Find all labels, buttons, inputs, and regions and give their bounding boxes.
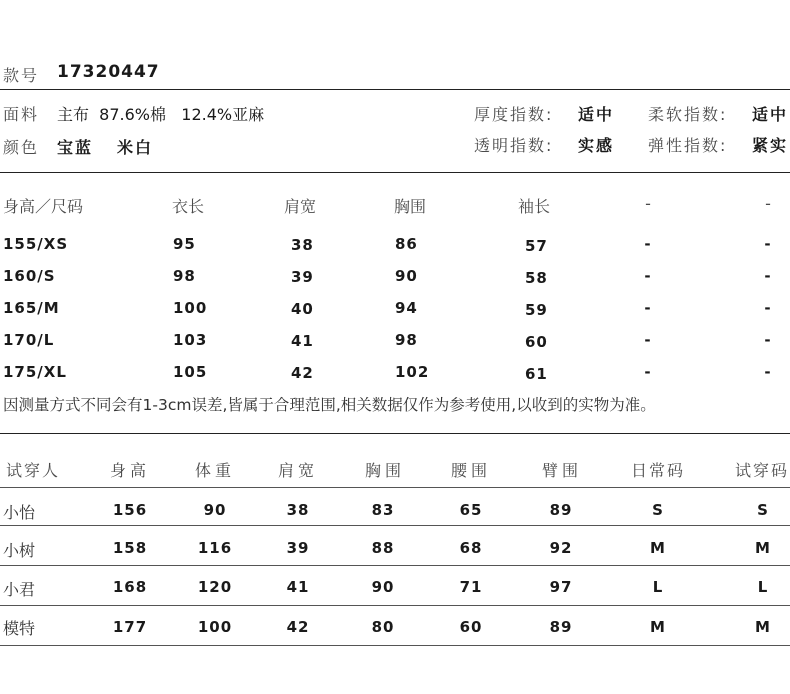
size-row-length: 105	[173, 363, 208, 381]
trial-row-arm: 89	[549, 618, 573, 636]
color-label: 颜色	[3, 138, 40, 157]
trial-row-weight: 100	[197, 618, 233, 636]
trial-row-person: 小君	[3, 580, 36, 599]
size-row-size: 155/XS	[3, 235, 69, 253]
softness-index-label: 柔软指数:	[648, 105, 728, 124]
trial-header-daily-size: 日常码	[630, 461, 686, 480]
trial-header-height: 身高	[109, 461, 151, 480]
size-header-shoulder: 肩宽	[283, 197, 317, 216]
size-row-length: 98	[173, 267, 196, 285]
trial-row-divider	[0, 565, 790, 566]
size-row-shoulder: 39	[291, 268, 314, 286]
trial-header-shoulder: 肩宽	[277, 461, 319, 480]
softness-index-value: 适中	[752, 105, 789, 124]
size-row-dash-1: -	[644, 299, 652, 317]
size-row-size: 170/L	[3, 331, 55, 349]
trial-row-height: 158	[112, 539, 148, 557]
size-row-dash-2: -	[764, 267, 772, 285]
fabric-value: 主布 87.6%棉 12.4%亚麻	[57, 105, 265, 124]
trial-row-trial-size: S	[757, 501, 769, 519]
color-value-2: 米白	[117, 138, 154, 157]
trial-row-trial-size: L	[757, 578, 769, 596]
size-row-size: 165/M	[3, 299, 60, 317]
size-row-chest: 102	[395, 363, 430, 381]
size-row-size: 160/S	[3, 267, 56, 285]
trial-row-weight: 116	[197, 539, 233, 557]
size-row-chest: 90	[395, 267, 418, 285]
size-row-sleeve: 58	[525, 269, 548, 287]
trial-row-person: 模特	[3, 619, 36, 638]
trial-header-chest: 胸围	[364, 461, 406, 480]
thickness-index-value: 适中	[578, 105, 615, 124]
size-row-dash-1: -	[644, 363, 652, 381]
trial-header-trial-size: 试穿码	[734, 461, 790, 480]
size-row-length: 103	[173, 331, 208, 349]
style-no-label: 款号	[3, 66, 40, 85]
trial-header-person: 试穿人	[5, 461, 61, 480]
size-row-sleeve: 61	[525, 365, 548, 383]
trial-row-waist: 71	[459, 578, 483, 596]
size-row-dash-2: -	[764, 363, 772, 381]
divider-trial-table-top	[0, 433, 790, 434]
trial-row-trial-size: M	[755, 539, 771, 557]
trial-row-trial-size: M	[755, 618, 771, 636]
size-header-dash-2: -	[765, 194, 771, 213]
trial-header-waist: 腰围	[450, 461, 492, 480]
elasticity-index-value: 紧实	[752, 136, 789, 155]
trial-row-daily-size: M	[650, 539, 666, 557]
trial-row-arm: 89	[549, 501, 573, 519]
size-row-sleeve: 60	[525, 333, 548, 351]
divider-size-table	[0, 172, 790, 173]
size-row-sleeve: 57	[525, 237, 548, 255]
size-row-shoulder: 42	[291, 364, 314, 382]
trial-row-chest: 83	[371, 501, 395, 519]
trial-row-waist: 60	[459, 618, 483, 636]
transparency-index-value: 实感	[578, 136, 615, 155]
trial-row-shoulder: 41	[286, 578, 310, 596]
size-header-sleeve: 袖长	[517, 197, 551, 216]
trial-header-arm: 臂围	[541, 461, 583, 480]
size-row-chest: 94	[395, 299, 418, 317]
size-header-dash-1: -	[645, 194, 651, 213]
size-row-chest: 86	[395, 235, 418, 253]
size-row-length: 95	[173, 235, 196, 253]
color-value-1: 宝蓝	[57, 138, 94, 157]
trial-row-divider	[0, 645, 790, 646]
trial-row-height: 156	[112, 501, 148, 519]
trial-row-divider	[0, 605, 790, 606]
size-header-length: 衣长	[171, 197, 205, 216]
trial-row-weight: 120	[197, 578, 233, 596]
trial-row-shoulder: 42	[286, 618, 310, 636]
trial-row-person: 小怡	[3, 503, 36, 522]
size-row-chest: 98	[395, 331, 418, 349]
divider-top	[0, 89, 790, 90]
trial-row-person: 小树	[3, 541, 36, 560]
size-row-dash-1: -	[644, 331, 652, 349]
measurement-note: 因测量方式不同会有1-3cm误差,皆属于合理范围,相关数据仅作为参考使用,以收到的实物为准。	[3, 396, 656, 414]
elasticity-index-label: 弹性指数:	[648, 136, 728, 155]
trial-row-weight: 90	[203, 501, 227, 519]
size-row-length: 100	[173, 299, 208, 317]
size-row-dash-1: -	[644, 267, 652, 285]
trial-row-arm: 92	[549, 539, 573, 557]
trial-row-divider	[0, 525, 790, 526]
size-row-dash-2: -	[764, 235, 772, 253]
trial-row-daily-size: L	[652, 578, 664, 596]
fabric-label: 面料	[3, 105, 40, 124]
size-row-dash-2: -	[764, 299, 772, 317]
trial-row-daily-size: S	[652, 501, 664, 519]
trial-row-divider	[0, 487, 790, 488]
size-row-dash-2: -	[764, 331, 772, 349]
trial-row-daily-size: M	[650, 618, 666, 636]
size-row-shoulder: 38	[291, 236, 314, 254]
size-header-height-size: 身高／尺码	[3, 197, 84, 216]
size-row-sleeve: 59	[525, 301, 548, 319]
trial-row-waist: 68	[459, 539, 483, 557]
trial-row-shoulder: 38	[286, 501, 310, 519]
trial-row-chest: 80	[371, 618, 395, 636]
size-header-chest: 胸围	[393, 197, 427, 216]
transparency-index-label: 透明指数:	[474, 136, 554, 155]
size-row-dash-1: -	[644, 235, 652, 253]
trial-header-weight: 体重	[194, 461, 236, 480]
thickness-index-label: 厚度指数:	[474, 105, 554, 124]
trial-row-height: 168	[112, 578, 148, 596]
trial-row-arm: 97	[549, 578, 573, 596]
trial-row-waist: 65	[459, 501, 483, 519]
size-row-shoulder: 41	[291, 332, 314, 350]
size-row-size: 175/XL	[3, 363, 67, 381]
trial-row-shoulder: 39	[286, 539, 310, 557]
style-no-value: 17320447	[57, 62, 160, 82]
trial-row-height: 177	[112, 618, 148, 636]
size-row-shoulder: 40	[291, 300, 314, 318]
trial-row-chest: 90	[371, 578, 395, 596]
trial-row-chest: 88	[371, 539, 395, 557]
